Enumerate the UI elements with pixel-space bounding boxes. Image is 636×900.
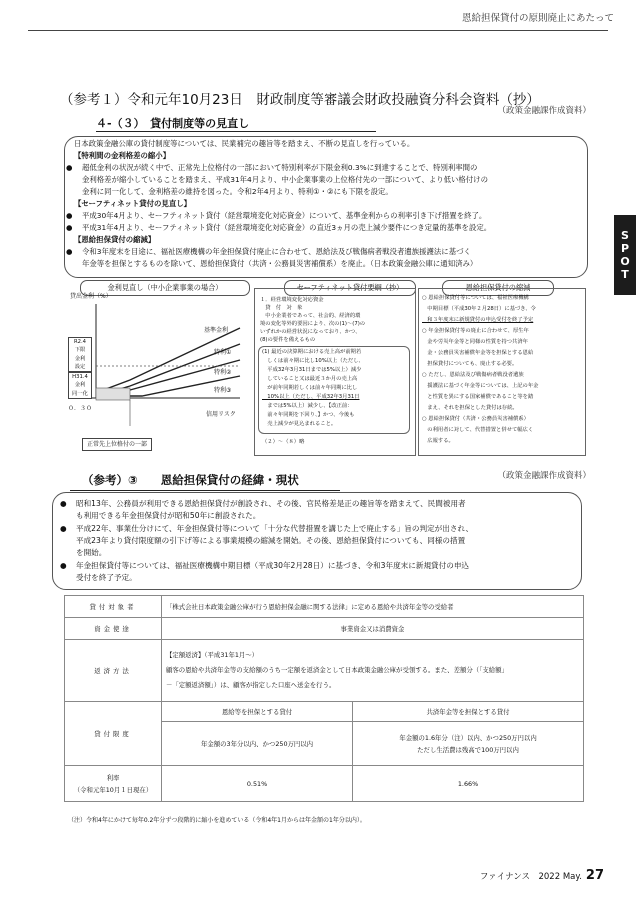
panel3-line: 広報する。 (422, 438, 454, 444)
box1-heading-2: 【セーフティネット貸付の見直し】 (74, 199, 191, 208)
panel3-line: まえ、それを担保とした貸付は存続。 (422, 405, 518, 411)
ref1-title: （参考１）令和元年10月23日 財政制度等審議会財政投融資分科会資料（抄） (60, 92, 540, 108)
table-row (65, 766, 584, 802)
r24-floor-box: R2.4 下限 金利 設定 (68, 337, 92, 372)
box1-heading-3: 【恩給担保貸付の縮減】 (74, 235, 156, 244)
side-tab-letter: T (621, 268, 629, 281)
box1-p1a: 超低金利の状況が続く中で、正常先上位格付の一部において特別利率が下限金利0.3%に到達することで、特別利率間の (82, 163, 478, 172)
panel2-line: 貸 付 対 象 (260, 305, 303, 311)
panel3-line: 担保貸付についても、廃止する必要。 (422, 361, 518, 367)
ref3-source: （政策金融課作成資料） (497, 471, 591, 481)
panel2-inner-line: しくは前々期に比し10%以上（ただし、 (262, 358, 364, 364)
table-row (65, 702, 584, 722)
panel2-inner-line: 平成32年3月31日までは5%以上）減少 (262, 367, 362, 373)
panel3-line: 援護法に基づく年金等については、上記の年金 (422, 383, 539, 389)
panel2-inner-line: (1) 最近の決算期における売上高が前期若 (262, 349, 362, 355)
box2-b2c: を開始。 (76, 548, 107, 557)
ref3-underline (70, 490, 340, 491)
panel2-inner-line: までは5%以上）減少し、【改正前： (262, 403, 353, 409)
table-row (65, 640, 584, 702)
box1-p2b: 平成31年4月より、セーフティネット貸付（経営環境変化対応資金）の直近3ヵ月の売上減少要件につき定量的基準を設定。 (82, 223, 492, 232)
panel3-line: ○ ただし、恩給法及び戦傷病者戦没者遺族 (422, 372, 524, 378)
rate-date-label: （令和元年10月１日現在） (73, 785, 153, 794)
box1-intro: 日本政策金融公庫の貸付制度等については、民業補完の趣旨等を踏まえ、不断の見直しを行っている。 (74, 139, 415, 148)
panel3-line: 金や労災年金等と同様の性質を持つ共済年 (422, 339, 528, 345)
bullet-icon: ● (66, 223, 73, 232)
panel3-line: 中期目標（平成30年２月28日）に基づき、令 (422, 306, 536, 312)
bullet-icon: ● (66, 163, 73, 172)
table-cell (353, 722, 584, 766)
panel3-line: ○ 恩給担保貸付等については、福祉医療機構 (422, 295, 529, 301)
repayment-line: 顧客の恩給や共済年金等の支給額のうち一定額を返済金として日本政策金融公庫が受領する。また、差額分（「支給額」 (166, 666, 508, 674)
panel3-line: の利用者に対して、代替措置と併せて幅広く (422, 427, 534, 433)
table-cell: 0.51% (162, 766, 353, 802)
panel2-inner-line: していること又は最近３か月の売上高 (262, 376, 358, 382)
panel2-header: セーフティネット貸付要綱（抄） (284, 280, 416, 296)
ref3-title: （参考）③ 恩給担保貸付の経緯・現状 (82, 473, 299, 487)
panel2-inner-line: 前々年同期を下回り、】かつ、今後も (262, 412, 355, 418)
box2-b1a: 昭和13年、公務員が利用できる恩給担保貸付が創設され、その後、官民格差是正の趣旨等を踏まえて、民間被用者 (76, 499, 466, 508)
running-header: 恩給担保貸付の原則廃止にあたって (461, 13, 614, 24)
h31-unify-box: H31.4 金利 同一化 (68, 372, 92, 399)
box2-b2a: 平成22年、事業仕分けにて、年金担保貸付等について「十分な代替措置を講じた上で廃止する」旨の判定が出され、 (76, 524, 474, 533)
table-col-header: 恩給等を担保とする貸付 (162, 702, 353, 722)
table-cell: 1.66% (353, 766, 584, 802)
table-label: 返済方法 (65, 640, 162, 702)
panel2-inner-line: 売上減少が見込まれること。 (262, 421, 337, 427)
panel2-line: 境の変化等外的要因により、次の(1)～(7)の (260, 321, 366, 327)
panel3-header: 恩給担保貸付の縮減 (442, 280, 554, 296)
box2-b3a: 年金担保貸付等については、福祉医療機構中期目標（平成30年2月28日）に基づき、令和3年度末に新規貸付の申込 (76, 561, 470, 570)
table-col-header: 共済年金等を担保とする貸付 (353, 702, 584, 722)
table-label: 資金使途 (65, 618, 162, 640)
bullet-icon: ● (66, 247, 73, 256)
bottom-label: 正常先上位格付の一部 (82, 438, 152, 451)
bullet-icon: ● (60, 524, 67, 533)
side-tab-letter: S (621, 229, 629, 242)
side-tab-letter: O (620, 255, 630, 268)
limit-line: ただし生活費は残高で100万円以内 (417, 745, 519, 754)
table-label (65, 766, 162, 802)
table-label: 貸付対象者 (65, 596, 162, 618)
table-row (65, 596, 584, 618)
rate-label: 利率 (106, 773, 120, 782)
spot-side-tab (614, 215, 636, 295)
box2-b3b: 受付を終了予定。 (76, 573, 137, 582)
page-footer (480, 868, 604, 883)
bullet-icon: ● (66, 211, 73, 220)
footer-text: ファイナンス 2022 May. (479, 872, 582, 882)
box2-b2b: 平成23年より貸付限度額の引下げ等による事業規模の縮減を開始。その後、恩給担保貸付についても、同様の措置 (76, 536, 466, 545)
table-cell: 年金額の3年分以内、かつ250万円以内 (162, 722, 353, 766)
panel3-line: と性質を異にする国家補償であること等を踏 (422, 394, 534, 400)
label-special-1: 特利① (214, 349, 232, 356)
repayment-line: 【定額返済】（平成31年1月～） (166, 651, 259, 659)
bullet-icon: ● (60, 499, 67, 508)
unified-band (96, 388, 130, 400)
panel1-header: 金利見直し（中小企業事業の場合） (80, 280, 250, 296)
table-note: （注）令和4年にかけて毎年0.2年分ずつ段階的に縮小を進めている（令和4年1月からは年金額の1年分以内）。 (68, 817, 366, 824)
table-cell (162, 640, 584, 702)
panel2-line: 中小企業者であって、社会的、経済的環 (260, 313, 361, 319)
label-special-3: 特利③ (214, 387, 232, 394)
box2-b1b: も利用できる年金担保貸付が昭和50年に創設された。 (76, 511, 261, 520)
y-axis-label: 貸出金利（%） (70, 293, 112, 300)
box1-p1c: 金利に同一化して、金利格差の維持を図った。令和2年4月より、特利①・②にも下限を設定。 (82, 187, 393, 196)
panel3-line: 和３年度末に新規貸付の申込受付を終了予定 (422, 317, 534, 323)
section-title: ４-（３） 貸付制度等の見直し (96, 117, 250, 130)
box1-heading-1: 【特利間の金利格差の縮小】 (74, 151, 171, 160)
line-base-rate (98, 328, 240, 392)
panel2-line: １．経営環境変化対応資金 (260, 297, 324, 303)
table-label: 貸付限度 (65, 702, 162, 766)
bullet-icon: ● (60, 561, 67, 570)
panel2-line: (8)の要件を備えるもの (260, 337, 316, 343)
panel2-inner-line: が前年同期若しくは前々年同期に比し (262, 385, 358, 391)
table-cell: 事業資金又は消費資金 (162, 618, 584, 640)
panel2-footer: （２）～（８）略 (262, 439, 305, 445)
section-underline (96, 131, 376, 132)
x-axis-label: 信用リスク (206, 411, 236, 418)
label-base-rate: 基準金利 (204, 327, 229, 334)
label-special-2: 特利② (214, 369, 232, 376)
box1-p1b: 金利格差が縮小していることを踏まえ、平成31年4月より、中小企業事業の上位格付先の一部について、より低い格付けの (82, 175, 488, 184)
box1-p2a: 平成30年4月より、セーフティネット貸付（経営環境変化対応資金）について、基準金利からの利率引き下げ措置を終了。 (82, 211, 487, 220)
ref1-source: （政策金融課作成資料） (497, 106, 591, 116)
panel2-inner-line: 10%以上（ただし、平成32年3月31日 (262, 394, 360, 400)
limit-line: 年金額の1.6年分（注）以内、かつ250万円以内 (399, 733, 537, 742)
box1-p3b: 年金等を担保とするものを除いて、恩給担保貸付（共済・公務員災害補償系）を廃止。（日本政策金融公庫に通知済み） (82, 259, 478, 268)
side-tab-letter: P (620, 242, 630, 255)
page-number: 27 (585, 868, 604, 883)
panel3-line: ○ 恩給担保貸付（共済・公務員災害補償系） (422, 416, 529, 422)
floor-value: ０．３０ (68, 405, 93, 412)
header-rule (28, 30, 608, 31)
table-cell: 「株式会社日本政策金融公庫が行う恩給担保金融に関する法律」に定める恩給や共済年金等の受給者 (162, 596, 584, 618)
box1-p3a: 令和3年度末を目途に、福祉医療機構の年金担保貸付廃止に合わせて、恩給法及び戦傷病者戦没者遺族援護法に基づく (82, 247, 471, 256)
repayment-line: －「定額返済額」）は、顧客が指定した口座へ送金を行う。 (166, 681, 336, 689)
loan-terms-table (64, 595, 584, 802)
table-row (65, 618, 584, 640)
panel3-line: ○ 年金担保貸付等の廃止に合わせて、厚生年 (422, 328, 529, 334)
panel3-line: 金・公務員災害補償年金等を担保とする恩給 (422, 350, 534, 356)
panel2-line: いずれかの経営状況になっており、かつ、 (260, 329, 361, 335)
